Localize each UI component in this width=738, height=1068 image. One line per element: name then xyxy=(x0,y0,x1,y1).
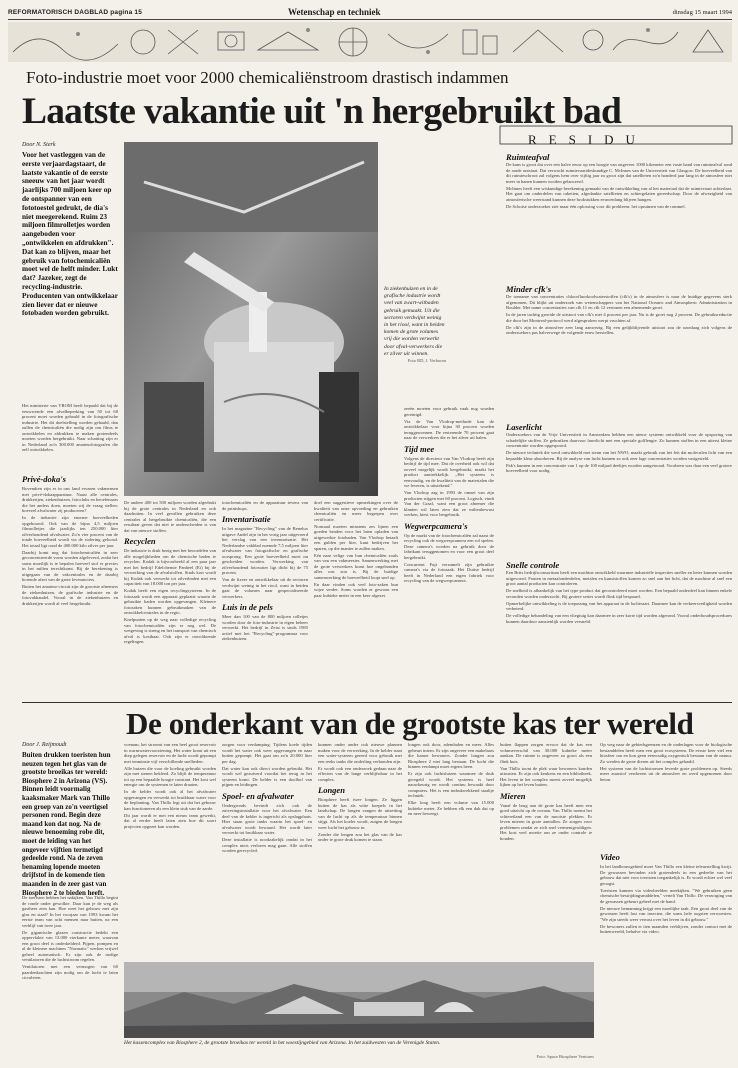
body-text: De toename van concentraties chloorfluorkoolwaterstoffen (cfk's) in de atmosfeer is naar de huidige gegevens sterk afgenomen. Dit blijkt uit onderzoek van wetenschappers van het National Oceanic and Atmospheric Administration in Boulder. Met name concentraties van cfk 11 en cfk 12 vertonen een afnemende groei. In de jaren tachtig groeide de uitstoot van cfk's met 4 procent per jaar. Nu is de groei nog 2 procent. De gebruiksreductie die door het Montreal-protocol werd afgesproken werpt vruchten af. De cfk's zijn in de atmosfeer zeer lang aanwezig. Bij een gelijkblijvende uitstoot zou de ozonlaag zich volgens de onderzoekers pas halverwege de volgende eeuw herstellen. xyxy=(506,294,732,335)
article2-col4: kunnen onder ander ook nieuwe plannen maken voor de verwerking. In de kelder staat een water-systeem gereed voor gebruik met een reeks tanks die onderling verbonden zijn. Er wordt ook een onderzoek gedaan naar de effecten van de lange verblijfsduur in het complex. Longen Biosphere heeft twee longen. Ze liggen buiten de kas als witte koepels in het landschap. De longen vangen de uitzetting van de lucht op als de temperatuur binnen stijgt. Als het koeler wordt, zuigen de longen weer lucht het gebouw in. Zonder die longen zou het glas van de kas onder te grote druk komen te staan. xyxy=(318,742,402,842)
subheading-privedoka: Privé-doka's xyxy=(22,474,66,484)
body-text: De toeristen hebben het nakijken. Van Thillo begint de ronde onder gewolkte. Daar kun je de weg als gastheer zien kan. Hoe weet het gebouw met zijn glas en staal? In het voorjaar van 1993 kwam het eerste team van acht mensen naar buiten, na een verblijf van twee jaar. De gigantische glazen constructie bedekt een oppervlakte van 13.000 vierkante meter, waarvan een groot deel is onderkelderd. Pijpen, pompen en al de kleinere machines "Normatic" werken vrijwel geheel automatisch. Er zijn ook de nodige ventilatoren die de luchtstroom regelen. Ventilatoren met een vermogen van 60 paardenkrachten zijn nodig om de lucht te laten circuleren. xyxy=(22,895,118,980)
subheading-inventarisatie: Inventarisatie xyxy=(222,514,271,524)
section-title: Wetenschap en techniek xyxy=(288,7,381,17)
subheading-tijd: Tijd mee xyxy=(404,443,435,454)
residu-section-laserlicht: Laserlicht xyxy=(506,422,542,432)
article1-kicker: Foto-industrie moet voor 2000 chemicaliënstroom drastisch indammen xyxy=(26,68,509,87)
article1-col3: totochemicaliën en de apparatuur tevens van de printshops. Inventarisatie In het magazine "Recycling" van de Benelux uitgave Andel zijn in het vorig jaar uitgevoerd het verslag van een inventarisatie. Het Nederlandse vakblad noemde 7,5 miljoen liter afvalwater van fotografische en grafische oorsprong. Een grote hoeveelheid moet nu gescheiden worden. Verwerking van zilverhoudend fotowater ligt dicht bij de 75 procent. Van de fixeer en ontwikkelaar uit de sectoren verdwijnt weinig in het riool, want in beiden gaat de volumes naar gespecialiseerde verwerkers. Luis in de pels Meer dan 100 van de 800 miljoen rolletjes worden door de foto-industrie in eigen beheer verwerkt. Het bedrijf in Zeist is sinds 1985 actief met het "Recycling"-programma voor ziekenhuizen. xyxy=(222,500,308,641)
article1-col2: De andere 400 tot 500 miljoen worden afgedrukt bij de grote centrales in Nederland en ook daarbuiten. In veel gevallen gebruiken deze centrales al hergebruikte chemicaliën, die een resultaat geven dat niet te onderscheiden is van dat van nieuwe stoffen. Recyclen De industrie is druk bezig met het beoordelen van alle mogelijkheden om de chemische baden te recyclen. Kodak is bijvoorbeeld al een paar jaar met het bedrijf Edelchemie Panheel (Ei) bij de verwerking van de afvalstoffen. Sinds kort wordt bij Kodak ook verwerkt tot zilverbaden met een capaciteit van 18.000 ton per jaar. Kodak heeft een eigen recyclingsysteem. In de fotozaak wordt een apparaat geplaatst waarin de gebruikte baden worden opgevangen. Kleinere fotozaken kunnen gebruikmaken van de ontwikkelcentrales in de regio. Knelpunten op de weg naar volledige recycling van fotochemicaliën zijn er nog wel. De wetgeving is streng en het transport van chemisch afval is kostbaar. Ook zijn er onvoldoende regelingen. xyxy=(124,500,216,644)
article1-col1 xyxy=(22,142,118,704)
photo-caption: In ziekenhuizen en in de grafische industrie wordt veel van zwart-witbaden gebruik gemaakt. Uit die sectoren verdwijnt weinig in het riool, want in beiden komen de grote volumes vrij die worden verwerkt door afval-verwerkers die er zilver uit winnen. xyxy=(384,286,445,357)
subheading-spoel: Spoel- en afvalwater xyxy=(222,790,294,801)
article2-col3: zorgen voor verdamping. Tijdens koele tijden wordt het water ook weer opgevangen en naar buiten gepompt. Het gaat om zo'n 20.000 liter per dag. Dat water kan ook direct worden gebruikt. Het wordt wel gezuiverd voordat het terug in het systeem komt. De kelder is een doolhof van pijpen en leidingen. Spoel- en afvalwater Ondergronds bevindt zich ook de zuiveringsinstallatie voor het afvalwater. Een deel van de kelder is ingericht als opslagplaats. Hier staan grote tanks waarin het spoel- en afvalwater wordt bewaard. Het wordt later verwerkt tot bruikbaar water. Deze installatie is noodzakelijk omdat in het complex niets verloren mag gaan. Alle stoffen worden gerecycled. xyxy=(222,742,312,853)
body-text: De kans is groot dat over een halve eeuw op een hoogte van ongeveer 1000 kilometer een vaste band van ruimteafval rond de aarde ontstaat. Dat verwacht ruimtevaartdeskundige C. McInnes van de Universiteit van Glasgow. De hoeveelheid van dit ruimteschroot zal volgens hem over vijftig jaar zo groot zijn dat satellieten zo'n honderd jaar lang in de atmosfeer niet meer in banen kunnen worden gelanceerd. McInnes heeft een wiskundige berekening gemaakt van de ontwikkeling van al het materiaal dat de ruimtevaart achterlaat. Het gaat om onderdelen van raketten, afgedankte satellieten en achtergelaten gereedschap. Door de afwezigheid van atmosferische weerstand kunnen deze brokstukken eeuwenlang blijven hangen. De Schotse onderzoeker ziet maar één oplossing voor dit probleem: het opruimen van de rommel. xyxy=(506,162,732,209)
article1-byline: Door N. Sterk xyxy=(22,142,56,148)
subheading-luis: Luis in de pels xyxy=(222,602,273,612)
article2-photo xyxy=(124,962,594,1038)
residu-title: RESIDU xyxy=(528,132,647,147)
subheading-recyclen: Recyclen xyxy=(124,536,156,546)
article1-intro: Voor het vastleggen van de eerste verjaardagstaart, de laatste vakantie of de eerste sneeuw van het jaar wordt jaarlijks 700 miljoen keer op de ontspanner van een fototoestel gedrukt, de dia's niet meegerekend. Ruim 23 miljoen filmrolletjes worden aangeboden voor „ontwikkelen en afdrukken". Dat kan zo blijven, maar het gebruik van fotochemicaliën moet wel de helft minder. Lukt dat? Jazeker, zegt de recycling-industrie. Producenten van ontwikkelaar zien liever dat er nieuwe fotobaden worden gebruikt. xyxy=(22,150,118,318)
article2-col6: buiten flappen zorgen ervoor dat de kas een volumeverschil van 30.000 kubieke meter aankan. De ruimte is ongeveer zo groot als een flink huis. Van Thillo toont de plek waar bewoners konden uitrusten. Er zijn ook keukens en een bibliotheek. Het leven in het complex moest zoveel mogelijk lijken op het leven buiten. Mieren Vanaf de brug aan de grote kas heeft men een goed uitzicht op de oceaan. Van Thillo noemt het schiereiland een van de mooiste plekken. Er leven mieren in grote aantallen. Ze zorgen voor problemen omdat ze zich snel vermenigvuldigen. Het kost veel moeite om ze onder controle te houden. xyxy=(500,742,592,841)
article-divider xyxy=(22,702,732,703)
article1-col4: doel een suggestieve opmerkingen over de kwaliteit van onze opvoeding en gebruiken chemicaliën en meer begrepen over certificatie. Normaal moeten minstens zes lijnen een goeden beaden voor het laten opladen van uitgewerkte fotobaden. Van Vlodrop betaalt een gulden per liter, kunt bedrijven het sparen, op die manier te zullen maken. Eén naar velige van hun chemicaliën zoals van van een vakmeester. Samenwerking met de grote verwerkers komt hoe ongebonden alles ons zou is. Bij de huidige samenwerking de hoeveelheid loopt snel op. En daar vinden ook veel foto-zaken hun wijze verder. Soms worden er gewoon een paar kubieke meter in een keer afgezet. xyxy=(314,500,398,598)
residu-section-cfk: Minder cfk's xyxy=(506,284,552,294)
body-text: Het ministerie van VROM heeft bepaald dat bij de eeuwwende een afvalbeperking van 50 tot 60 procent moet worden gehaald in de fotografische industrie. Het dit doelstelling worden gehaald, dan zullen de chemicaliën die nodig zijn om films te ontwikkelen en afdrukken te maken grotendeels moeten worden hergebruikt. Naar schatting zijn er in Nederland zo'n 300.000 amateurfotografen die zelf ontwikkelen. xyxy=(22,403,118,452)
article1-caption-block xyxy=(384,286,446,398)
article2-photo-credit: Foto: Space Biosphere Ventures xyxy=(536,1054,594,1059)
article2-col5: longen ook door, adembalen en meer. Alles gebeurt intern. Er zijn ongeveer een makelaars die kamer bewoners. Zonder longen zou Biosphere 2 niet lang bestaan. De lucht die binnen verdampt moet ergens heen. Er zijn ook luchtsluizen waarmee de druk geregeld wordt. Het systeem is heel nauwkeurig en wordt continu bewaakt door computers. Het is een indrukwekkend staaltje techniek. Elke long heeft een volume van 15.000 kubieke meter. Ze hebben elk een dak dat op en neer beweegt. xyxy=(408,742,494,816)
subheading-longen: Longen xyxy=(318,785,345,795)
body-text: Een Brits bedrijfsconsortium heeft een machine ontwikkeld waarmee industriële inspecties sneller en beter kunnen worden uitgevoerd. Fouten in metaalonderdelen, metalen en kunststoffen komen zo snel aan het licht, dat de machine al snel een groot aantal producten kan controleren. De snelheid is afhankelijk van het type product dat gecontroleerd moet worden. Een bepaald onderdeel kan binnen enkele seconden worden onderzocht. Bij grotere series wordt flink tijd bespaard. Opmerkelijke ontwikkeling is de toepassing van het apparaat in de luchtvaart. Daarmee kan de verkeersveiligheid worden verbeterd. De volledige behandeling van een vliegtuig kan daarmee in zeer korte tijd worden afgerond. Vooral onderhoudsprocedures kunnen daardoor aanzienlijk worden versneld. xyxy=(506,570,732,624)
article2-col1 xyxy=(22,742,118,1058)
body-text: Op weg naar de gebiedsgrenzen en de onderlagen voor de biologische bestanddelen heeft men een groot ecosysteem. De eerste keer viel een biosfeer om en kon geen eenvoudig oxygenisch bestaan van de natuur. Zo werden de grote dieren uit het complex gehaald. Het systeem van de luchtstromen leverde grote problemen op. Steeds meer zuurstof verdween uit de atmosfeer en werd opgenomen door beton. xyxy=(600,742,732,782)
residu-section-snelle-controle: Snelle controle xyxy=(506,560,560,570)
subheading-mieren: Mieren xyxy=(500,790,526,801)
article2-intro: Buiten drukken toeristen hun neuzen tegen het glas van de grootste broeikas ter wereld: Biosphere 2 in Arizona (VS). Binnen leidt voormalig kaaksmaker Mark van Thillo een groep van zo'n veertigsel personen rond. Begin deze maand kon dat nog. Na de nieuwe benoeming robe dit, moet de leiding van het ongeveer vijftien termetigd gedeelde rond. Na de zeven benaming lopende moeten drijfstof in de komende tien maanden in de zeer gast van Biosphere 2 te bieden heeft. xyxy=(22,751,111,897)
article1-headline: Laatste vakantie uit 'n hergebruikt bad xyxy=(22,91,622,132)
newspaper-page xyxy=(8,6,732,1062)
page-number: pagina 15 xyxy=(110,9,143,16)
decorative-banner xyxy=(8,22,732,62)
page-header xyxy=(8,6,732,20)
article2-caption: Het kassencomplex van Biosphere 2, de grootste broeikas ter wereld in het woestijngebied van Arizona. In het zuidwesten van de Verenigde Staten. xyxy=(124,1040,441,1046)
page-date: dinsdag 15 maart 1994 xyxy=(672,9,732,16)
subheading-video: Video xyxy=(600,852,620,862)
subheading-wegwerp: Wegwerpcamera's xyxy=(404,520,468,531)
body-text: Onderzoekers van de Vrije Universiteit in Amsterdam hebben een nieuw systeem ontwikkeld voor de opsporing van schadelijke stoffen. Ze gebruiken daarvoor laserlicht met een speciale golflengte. Zo kunnen stoffen in een uiterst kleine concentratie worden opgespoord. De nieuwe techniek die werd ontwikkeld met steun van het NWO, maakt gebruik van het feit dat moleculen licht van een bepaalde kleur absorberen. Bij de analyse van lucht kunnen zo ook zeer lage concentraties worden vastgesteld. Pak's kunnen in een concentratie van 1 op de 100 miljard deeltjes worden aangetoond. Voorheen was daar een veel grotere hoeveelheid voor nodig. xyxy=(506,432,732,473)
article1-photo xyxy=(124,142,378,496)
residu-column xyxy=(506,152,732,700)
article1-col5: zeeën moeten voor gebruik vaak nog worden gereinigd. Via de Van Vlodrop-methode kan de ontwikkelaar voor bijna 30 procent worden teruggewonnen. De resterende 70 procent gaat naar de verwerkers die er het zilver uit halen. Tijd mee Volgens de directeur van Van Vlodrop heeft zijn bedrijf de tijd mee. Dat de overheid ook wil dat zoveel mogelijk wordt hergebruikt, maakt het product aantrekkelijk. „Het systeem is eenvoudig, en de kwaliteit van de materialen die we leveren, is uitstekend." Van Vlodrop zag in 1993 de omzet van zijn producten stijgen met 60 procent. Logisch, vindt Van der Graaf, want een groot afnemer die klanten wil laten zien dat ze milieubewust werken, kiest voor hergebruik. Wegwerpcamera's Op de markt van de fotochemicaliën zal naast de recycling ook de wegwerpcamera een rol spelen. Deze camera's worden na gebruik door de fabrikant teruggenomen en voor een groot deel hergebruikt. Concurrent Fuji verzamelt zijn gebruikte camera's via de fotozaak. Het Duitse bedrijf heeft in Nederland een eigen fabriek voor recycling van de wegwerpcamera. xyxy=(404,406,494,583)
photo-credit: Foto RD, J. Verboom xyxy=(407,358,446,364)
paper-name: REFORMATORISCH DAGBLAD xyxy=(8,9,109,16)
article2-col2: voenam, het stroomt van een heel groot reservoir in warmwatervoorziening. Het water komt uit een diep gelegen reservoir en de lucht wordt gepompt met tenminste vijf verschillende snelheden. Alle buizen die voor de koeling gebruikt worden zijn met stenen bekleed. Zo blijft de temperatuur tot op een bepaalde hoogte constant. Het kost wel energie om de systemen te laten draaien. In de kelder wordt ook al het afvalwater opgevangen en verwerkt tot bruikbaar water voor de beplanting. Van Thillo legt uit dat het gebouw kan functioneren als een klein stuk van de aarde. Dit jaar wordt er met een nieuw team gewerkt, dat al eerder heeft laten zien hoe dit soort projecten opgezet kan worden. xyxy=(124,742,216,829)
body-text: In het landbouwgebied moet Van Thillo een kleine teleurstelling kwijt. De gewassen bevinden zich grotendeels in een gedeelte van het gebouw dat niet voor toeristen toegankelijk is. Er wordt echter wel veel geoogst. Toeristen kunnen via videobeelden meekijken. "We gebruiken geen chemische bestrijdingsmiddelen," vertelt Van Thillo. De verzorging van de gewassen gebeurt geheel met de hand. De nieuwe bemanning krijgt een moeilijke taak. Een groot deel van de gewassen heeft last van insecten, die soms hele oogsten verwoesten. "We zijn steeds weer verrast over het leven in dit gebouw." De bewoners zullen er tien maanden verblijven, zonder contact met de buitenwereld, behalve via video. xyxy=(600,864,732,934)
article2-headline: De onderkant van de grootste kas ter wereld xyxy=(126,706,694,741)
residu-section-ruimteafval: Ruimteafval xyxy=(506,152,550,162)
body-text: Bovendien zijn er in ons land ervaren vakmensen met privé-dokaapparatuur. Naast alle centrales, drukkerijen, ziekenhuizen, fotoclubs en beoefenaars die het anders doen, moeten wij de vraag stellen: hoeveel afvalwater zij produceren? In de industrie zijn enorme hoeveelheden opgebouwd. Ook van de bijna 4,5 miljoen filmrolletjes die jaarlijks ten 250.000 liter zilverhoudend afvalwater. Zo'n vier procent van de totale hoeveelheid wordt via de riolering geloosd. Het totaal ligt rond de 400.000 kilo zilver per jaar. Daarbij komt nog dat fotochemicaliën in zeer geconcentreerde vorm worden afgeleverd, zodat het soms moeilijk is te bepalen hoeveel stof er precies in het milieu terechtkomt. Bij de berekening is uitgegaan van de vakcentrales en de daarbij horende afzet van de grote leveranciers. Buiten het amateur-circuit zijn de grootste afnemers de ziekenhuizen, de grafische industrie en de fotovakhandel. Vooral in de ziekenhuizen en drukkerijen wordt al veel hergebruikt. xyxy=(22,486,118,606)
article2-col7 xyxy=(600,742,732,1058)
article2-byline: Door J. Reijmoudt xyxy=(22,742,67,748)
